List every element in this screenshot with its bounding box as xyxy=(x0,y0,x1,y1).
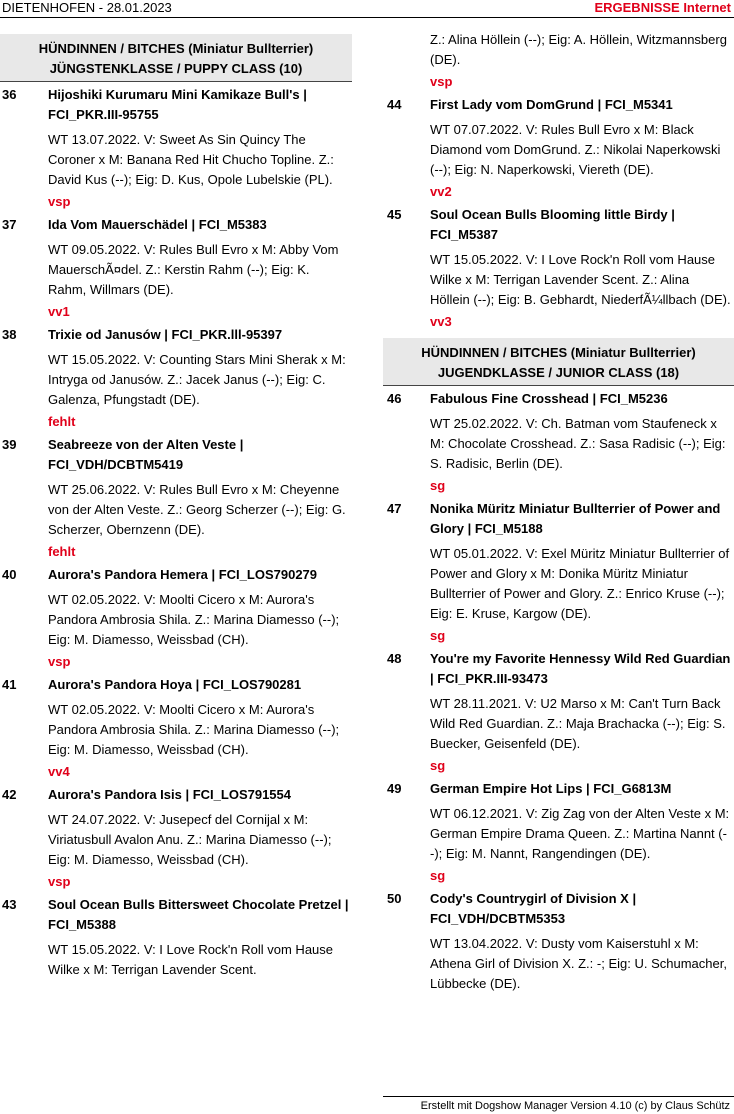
entry-description: WT 24.07.2022. V: Jusepecf del Cornijal x M: Viriatusbull Avalon Anu. Z.: Marina Diamesso (--); Eig: M. Diamesso, Weissbad (CH). xyxy=(48,812,332,867)
entry-number: 41 xyxy=(2,677,17,692)
list-item xyxy=(0,672,352,782)
entry-dog-name: Aurora's Pandora Isis | FCI_LOS791554 xyxy=(48,787,291,802)
list-item xyxy=(0,892,352,980)
entry-rating: vsp xyxy=(48,194,71,209)
entry-description: WT 15.05.2022. V: I Love Rock'n Roll vom Hause Wilke x M: Terrigan Lavender Scent. xyxy=(48,942,334,977)
list-item xyxy=(0,82,352,212)
entry-rating: vsp xyxy=(430,74,453,89)
entry-description: WT 06.12.2021. V: Zig Zag von der Alten Veste x M: German Empire Drama Queen. Z.: Martina Nannt (--); Eig: M. Nannt, Rangendingen (DE). xyxy=(430,806,730,861)
list-item xyxy=(383,646,734,776)
footer-credit: Erstellt mit Dogshow Manager Version 4.10 (c) by Claus Schütz xyxy=(420,1100,730,1112)
class-header xyxy=(0,34,352,82)
entry-rating: sg xyxy=(430,758,446,773)
entry-number: 39 xyxy=(2,437,17,452)
list-item xyxy=(383,776,734,886)
results-label: ERGEBNISSE Internet xyxy=(594,0,731,15)
entry-list xyxy=(383,92,734,332)
list-item xyxy=(0,432,352,562)
entry-description: WT 28.11.2021. V: U2 Marso x M: Can't Turn Back Wild Red Guardian. Z.: Maja Brachacka (--); Eig: S. Buecker, Geisenfeld (DE). xyxy=(430,696,726,751)
entry-description: WT 15.05.2022. V: Counting Stars Mini Sherak x M: Intryga od Janusów. Z.: Jacek Janus (--); Eig: C. Galenza, Pfungstadt (DE). xyxy=(48,352,346,407)
entry-description: WT 05.01.2022. V: Exel Müritz Miniatur Bullterrier of Power and Glory x M: Donika Müritz Miniatur Bullterrier of Power and Glory. Z.: Enrico Kruse (--); Eig: E. Kruse, Kargow (DE). xyxy=(430,546,730,621)
right-column xyxy=(383,18,734,994)
entry-dog-name: Seabreeze von der Alten Veste | FCI_VDH/DCBTM5419 xyxy=(48,437,244,472)
entry-number: 37 xyxy=(2,217,17,232)
entry-rating: sg xyxy=(430,868,446,883)
entry-dog-name: Aurora's Pandora Hoya | FCI_LOS790281 xyxy=(48,677,302,692)
show-location-date: DIETENHOFEN - 28.01.2023 xyxy=(2,0,172,15)
entry-list xyxy=(383,386,734,994)
entry-dog-name: Soul Ocean Bulls Bittersweet Chocolate Pretzel | FCI_M5388 xyxy=(48,897,349,932)
entry-number: 43 xyxy=(2,897,17,912)
entry-description: WT 15.05.2022. V: I Love Rock'n Roll vom Hause Wilke x M: Terrigan Lavender Scent. Z.: Alina Höllein (--); Eig: B. Gebhardt, NiederfÃ¼llbach (DE). xyxy=(430,252,731,307)
list-item xyxy=(383,886,734,994)
entry-dog-name: Soul Ocean Bulls Blooming little Birdy | FCI_M5387 xyxy=(430,207,675,242)
entry-rating: sg xyxy=(430,628,446,643)
entry-description: Z.: Alina Höllein (--); Eig: A. Höllein, Witzmannsberg (DE). xyxy=(430,32,727,67)
entry-rating: vsp xyxy=(48,874,71,889)
list-item xyxy=(383,496,734,646)
entry-number: 48 xyxy=(387,651,402,666)
class-header xyxy=(383,338,734,386)
entry-number: 47 xyxy=(387,501,402,516)
continued-entry xyxy=(383,18,734,92)
entry-number: 45 xyxy=(387,207,402,222)
entry-dog-name: Hijoshiki Kurumaru Mini Kamikaze Bull's | FCI_PKR.III-95755 xyxy=(48,87,307,122)
left-column xyxy=(0,18,352,980)
entry-number: 42 xyxy=(2,787,17,802)
entry-rating: vv4 xyxy=(48,764,70,779)
entry-dog-name: Fabulous Fine Crosshead | FCI_M5236 xyxy=(430,391,668,406)
entry-number: 49 xyxy=(387,781,402,796)
entry-dog-name: Aurora's Pandora Hemera | FCI_LOS790279 xyxy=(48,567,318,582)
entry-number: 36 xyxy=(2,87,17,102)
entry-dog-name: Cody's Countrygirl of Division X | FCI_VDH/DCBTM5353 xyxy=(430,891,637,926)
footer-divider xyxy=(383,1096,734,1097)
entry-rating: vv3 xyxy=(430,314,452,329)
class-title-line1: HÜNDINNEN / BITCHES (Miniatur Bullterrier) xyxy=(421,345,696,360)
entry-description: WT 13.04.2022. V: Dusty vom Kaiserstuhl x M: Athena Girl of Division X. Z.: -; Eig: U. Schumacher, Lübbecke (DE). xyxy=(430,936,727,991)
entry-number: 40 xyxy=(2,567,17,582)
entry-dog-name: Ida Vom Mauerschädel | FCI_M5383 xyxy=(48,217,267,232)
list-item xyxy=(0,562,352,672)
entry-rating: sg xyxy=(430,478,446,493)
entry-dog-name: First Lady vom DomGrund | FCI_M5341 xyxy=(430,97,673,112)
entry-list xyxy=(0,82,352,980)
list-item xyxy=(0,212,352,322)
entry-rating: fehlt xyxy=(48,544,76,559)
entry-dog-name: German Empire Hot Lips | FCI_G6813M xyxy=(430,781,672,796)
entry-dog-name: Nonika Müritz Miniatur Bullterrier of Power and Glory | FCI_M5188 xyxy=(430,501,721,536)
class-title-line2: JÜNGSTENKLASSE / PUPPY CLASS (10) xyxy=(49,61,303,76)
class-title-line2: JUGENDKLASSE / JUNIOR CLASS (18) xyxy=(437,365,680,380)
entry-rating: vv1 xyxy=(48,304,70,319)
list-item xyxy=(383,202,734,332)
entry-number: 46 xyxy=(387,391,402,406)
list-item xyxy=(383,92,734,202)
list-item xyxy=(383,386,734,496)
list-item xyxy=(0,782,352,892)
entry-dog-name: You're my Favorite Hennessy Wild Red Guardian | FCI_PKR.III-93473 xyxy=(430,651,731,686)
entry-description: WT 02.05.2022. V: Moolti Cicero x M: Aurora's Pandora Ambrosia Shila. Z.: Marina Diamesso (--); Eig: M. Diamesso, Weissbad (CH). xyxy=(48,592,340,647)
entry-number: 44 xyxy=(387,97,402,112)
entry-description: WT 09.05.2022. V: Rules Bull Evro x M: Abby Vom MauerschÃ¤del. Z.: Kerstin Rahm (--); Eig: K. Rahm, Willmars (DE). xyxy=(48,242,339,297)
entry-rating: vsp xyxy=(48,654,71,669)
entry-description: WT 02.05.2022. V: Moolti Cicero x M: Aurora's Pandora Ambrosia Shila. Z.: Marina Diamesso (--); Eig: M. Diamesso, Weissbad (CH). xyxy=(48,702,340,757)
page-header xyxy=(0,0,734,18)
entry-description: WT 25.06.2022. V: Rules Bull Evro x M: Cheyenne von der Alten Veste. Z.: Georg Scherzer (--); Eig: G. Scherzer, Obernzenn (DE). xyxy=(48,482,346,537)
entry-description: WT 13.07.2022. V: Sweet As Sin Quincy The Coroner x M: Banana Red Hit Chucho Topline. Z.: David Kus (--); Eig: D. Kus, Opole Lubelskie (PL). xyxy=(48,132,334,187)
entry-number: 50 xyxy=(387,891,402,906)
entry-description: WT 07.07.2022. V: Rules Bull Evro x M: Black Diamond vom DomGrund. Z.: Nikolai Naperkowski (--); Eig: N. Naperkowski, Viereth (DE). xyxy=(430,122,721,177)
entry-rating: fehlt xyxy=(48,414,76,429)
entry-rating: vv2 xyxy=(430,184,452,199)
class-title-line1: HÜNDINNEN / BITCHES (Miniatur Bullterrier) xyxy=(38,41,314,56)
entry-number: 38 xyxy=(2,327,17,342)
list-item xyxy=(0,322,352,432)
entry-description: WT 25.02.2022. V: Ch. Batman vom Staufeneck x M: Chocolate Crosshead. Z.: Sasa Radisic (--); Eig: S. Radisic, Berlin (DE). xyxy=(430,416,726,471)
entry-dog-name: Trixie od Janusów | FCI_PKR.lll-95397 xyxy=(48,327,283,342)
